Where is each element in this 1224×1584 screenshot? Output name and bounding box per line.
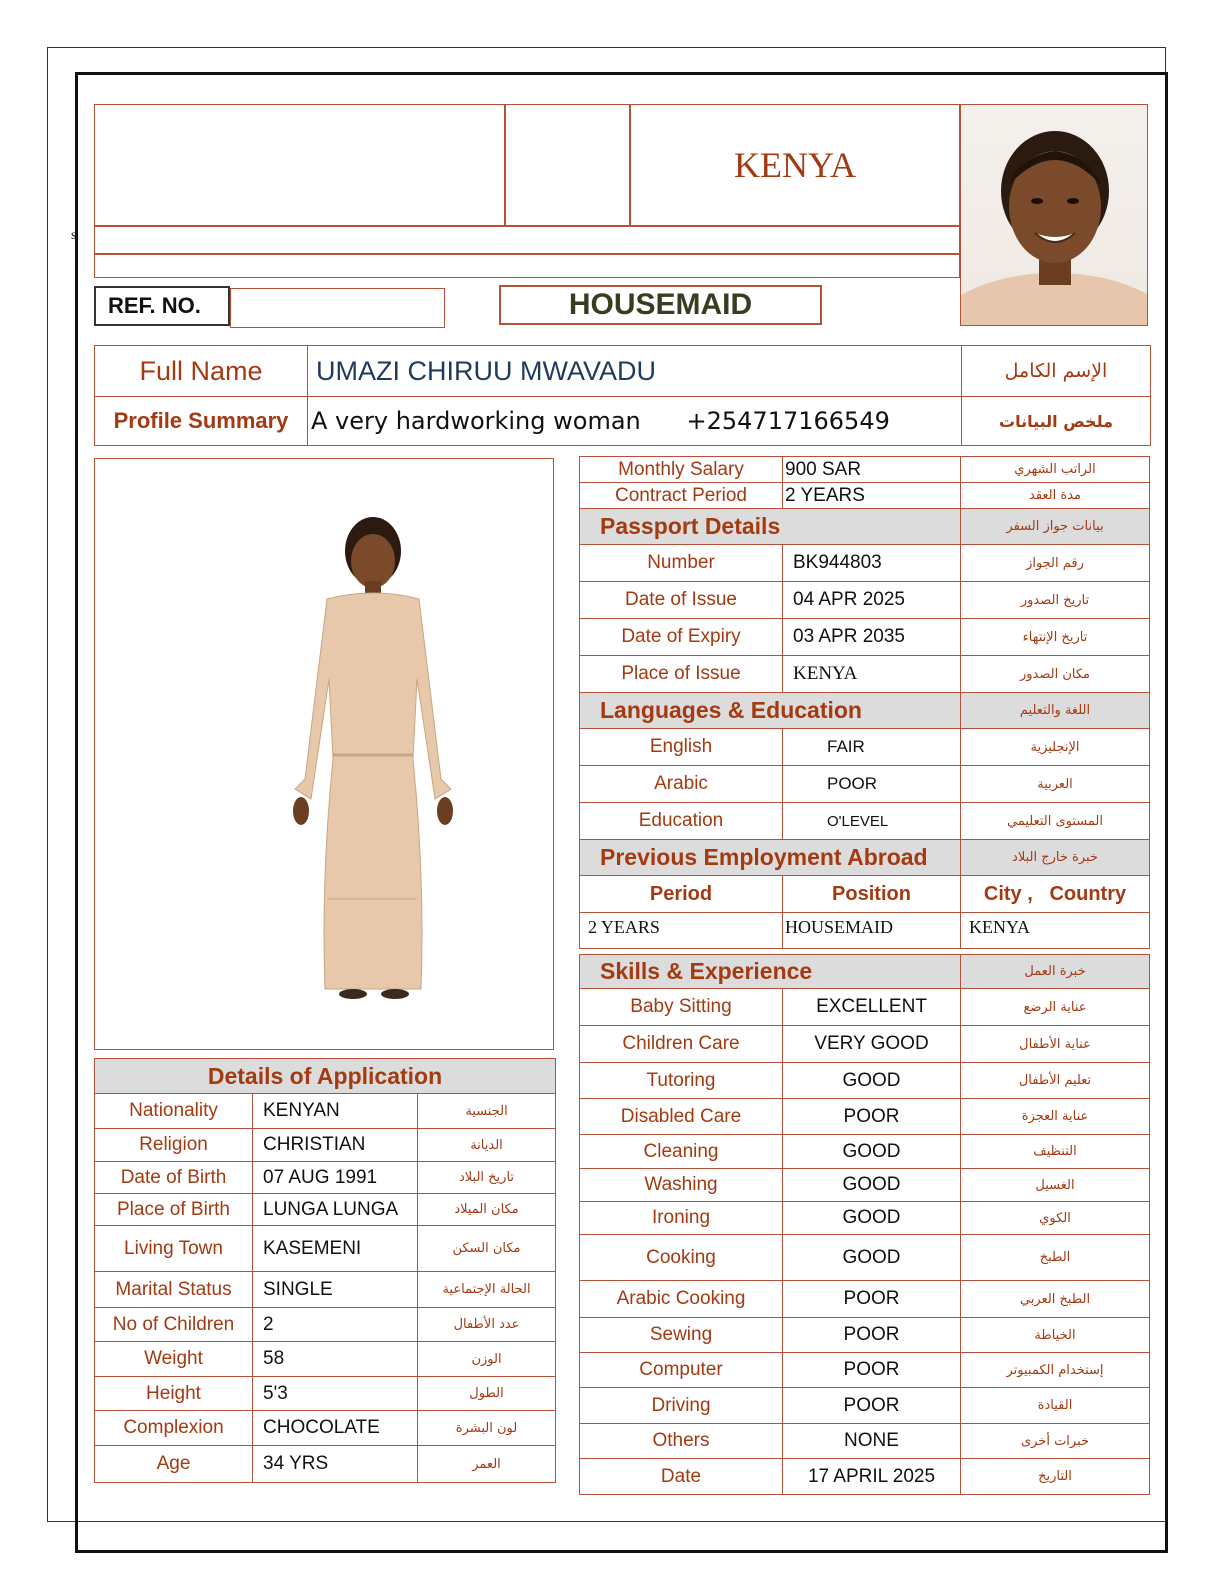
full-name-label: Full Name: [95, 346, 308, 397]
skill-value: POOR: [783, 1099, 961, 1135]
passport-row: [580, 619, 1150, 656]
skill-ar: الكوي: [961, 1202, 1150, 1235]
skill-ar: الطبخ: [961, 1235, 1150, 1281]
skill-ar: التنظيف: [961, 1135, 1150, 1169]
profile-summary-label: Profile Summary: [95, 397, 308, 446]
skill-label: Date: [580, 1459, 783, 1495]
passport-row: [580, 545, 1150, 582]
skill-row: [580, 1388, 1150, 1424]
skill-label: Arabic Cooking: [580, 1281, 783, 1318]
top-row-label: Contract Period: [580, 483, 783, 509]
application-row: [95, 1342, 556, 1377]
application-row: [95, 1162, 556, 1194]
header-strip-1: [94, 226, 960, 254]
application-row: [95, 1129, 556, 1162]
application-value: 07 AUG 1991: [253, 1162, 418, 1194]
skill-value: GOOD: [783, 1169, 961, 1202]
top-row: [580, 483, 1150, 509]
skill-ar: عناية العجزة: [961, 1099, 1150, 1135]
application-label: Date of Birth: [95, 1162, 253, 1194]
employment-section-header: [580, 840, 1150, 876]
skill-row: [580, 989, 1150, 1026]
application-ar: العمر: [418, 1446, 556, 1483]
skill-label: Driving: [580, 1388, 783, 1424]
employment-location-header: City , Country: [961, 876, 1150, 913]
application-ar: لون البشرة: [418, 1411, 556, 1446]
application-row: [95, 1411, 556, 1446]
application-header: [95, 1059, 556, 1094]
passport-label: Number: [580, 545, 783, 582]
skill-value: GOOD: [783, 1135, 961, 1169]
passport-value: 03 APR 2035: [783, 619, 961, 656]
language-label: Arabic: [580, 766, 783, 803]
passport-label: Date of Issue: [580, 582, 783, 619]
language-row: [580, 803, 1150, 840]
application-row: [95, 1226, 556, 1272]
stray-mark: s: [71, 228, 77, 243]
skill-value: GOOD: [783, 1235, 961, 1281]
application-label: Height: [95, 1377, 253, 1411]
passport-ar: رقم الجواز: [961, 545, 1150, 582]
passport-label: Place of Issue: [580, 656, 783, 693]
job-title: HOUSEMAID: [499, 285, 822, 325]
application-label: Age: [95, 1446, 253, 1483]
languages-title: Languages & Education: [580, 693, 961, 729]
application-ar: الوزن: [418, 1342, 556, 1377]
skill-row: [580, 1169, 1150, 1202]
languages-title-ar: اللغة والتعليم: [961, 693, 1150, 729]
passport-ar: تاريخ الإنتهاء: [961, 619, 1150, 656]
skill-value: POOR: [783, 1388, 961, 1424]
skill-value: VERY GOOD: [783, 1026, 961, 1063]
application-value: 5'3: [253, 1377, 418, 1411]
passport-title: Passport Details: [580, 509, 961, 545]
application-value: CHOCOLATE: [253, 1411, 418, 1446]
header-box-middle: [505, 104, 630, 226]
passport-row: [580, 656, 1150, 693]
application-ar: عدد الأطفال: [418, 1308, 556, 1342]
employment-period-header: Period: [580, 876, 783, 913]
skills-section-header: [580, 955, 1150, 989]
full-body-photo: [94, 458, 554, 1050]
application-label: Nationality: [95, 1094, 253, 1129]
application-value: 2: [253, 1308, 418, 1342]
application-value: KENYAN: [253, 1094, 418, 1129]
language-label: Education: [580, 803, 783, 840]
skill-label: Others: [580, 1424, 783, 1459]
skill-label: Children Care: [580, 1026, 783, 1063]
skill-row: [580, 1235, 1150, 1281]
language-value: POOR: [783, 766, 961, 803]
skill-ar: إستخدام الكمبيوتر: [961, 1353, 1150, 1388]
language-label: English: [580, 729, 783, 766]
application-label: Weight: [95, 1342, 253, 1377]
passport-value: KENYA: [783, 656, 961, 693]
skill-value: POOR: [783, 1281, 961, 1318]
passport-section-header: [580, 509, 1150, 545]
employment-position: HOUSEMAID: [783, 913, 961, 949]
skill-row: [580, 1099, 1150, 1135]
passport-ar: تاريخ الصدور: [961, 582, 1150, 619]
application-value: 58: [253, 1342, 418, 1377]
skill-value: POOR: [783, 1318, 961, 1353]
application-label: Living Town: [95, 1226, 253, 1272]
passport-value: BK944803: [783, 545, 961, 582]
application-row: [95, 1377, 556, 1411]
skill-value: GOOD: [783, 1202, 961, 1235]
top-row: [580, 457, 1150, 483]
skill-ar: الغسيل: [961, 1169, 1150, 1202]
passport-label: Date of Expiry: [580, 619, 783, 656]
right-details-table: [579, 456, 1150, 1495]
application-ar: الحالة الإجتماعية: [418, 1272, 556, 1308]
application-ar: مكان السكن: [418, 1226, 556, 1272]
skill-ar: عناية الأطفال: [961, 1026, 1150, 1063]
profile-summary-row: [95, 397, 1151, 446]
top-row-value: 2 YEARS: [783, 483, 961, 509]
profile-table: [94, 345, 1151, 446]
skill-row: [580, 1318, 1150, 1353]
skill-row: [580, 1281, 1150, 1318]
skills-title-ar: خبرة العمل: [961, 955, 1150, 989]
application-value: SINGLE: [253, 1272, 418, 1308]
application-value: 34 YRS: [253, 1446, 418, 1483]
application-value: KASEMENI: [253, 1226, 418, 1272]
skill-label: Disabled Care: [580, 1099, 783, 1135]
language-row: [580, 766, 1150, 803]
application-label: Religion: [95, 1129, 253, 1162]
full-name-row: [95, 346, 1151, 397]
application-title: Details of Application: [95, 1059, 556, 1094]
skill-row: [580, 1026, 1150, 1063]
header-box-left: [94, 104, 505, 226]
employment-position-header: Position: [783, 876, 961, 913]
skill-row: [580, 1353, 1150, 1388]
application-ar: الديانة: [418, 1129, 556, 1162]
application-value: CHRISTIAN: [253, 1129, 418, 1162]
language-value: FAIR: [783, 729, 961, 766]
top-row-label: Monthly Salary: [580, 457, 783, 483]
skill-ar: التاريخ: [961, 1459, 1150, 1495]
employment-title-ar: خبرة خارج البلاد: [961, 840, 1150, 876]
skill-label: Ironing: [580, 1202, 783, 1235]
language-value: O'LEVEL: [783, 803, 961, 840]
skill-label: Baby Sitting: [580, 989, 783, 1026]
top-row-ar: مدة العقد: [961, 483, 1150, 509]
skill-value: EXCELLENT: [783, 989, 961, 1026]
skill-label: Tutoring: [580, 1063, 783, 1099]
skill-row: [580, 1063, 1150, 1099]
employment-location: KENYA: [961, 913, 1150, 949]
skill-label: Cleaning: [580, 1135, 783, 1169]
full-name-value: UMAZI CHIRUU MWAVADU: [308, 346, 962, 397]
application-row: [95, 1094, 556, 1129]
application-label: Place of Birth: [95, 1194, 253, 1226]
skill-value: GOOD: [783, 1063, 961, 1099]
profile-summary-ar: ملخص البيانات: [962, 397, 1151, 446]
top-row-ar: الراتب الشهري: [961, 457, 1150, 483]
country-title: KENYA: [630, 104, 960, 226]
skill-value: 17 APRIL 2025: [783, 1459, 961, 1495]
skill-ar: القيادة: [961, 1388, 1150, 1424]
application-row: [95, 1272, 556, 1308]
application-row: [95, 1308, 556, 1342]
application-value: LUNGA LUNGA: [253, 1194, 418, 1226]
skill-ar: عناية الرضع: [961, 989, 1150, 1026]
skill-row: [580, 1459, 1150, 1495]
language-ar: المستوى التعليمي: [961, 803, 1150, 840]
skills-title: Skills & Experience: [580, 955, 961, 989]
application-ar: الطول: [418, 1377, 556, 1411]
application-ar: الجنسية: [418, 1094, 556, 1129]
skill-ar: الخياطة: [961, 1318, 1150, 1353]
application-ar: تاريخ البلاد: [418, 1162, 556, 1194]
application-label: Complexion: [95, 1411, 253, 1446]
language-ar: الإنجليزية: [961, 729, 1150, 766]
profile-summary-value: A very hardworking woman +254717166549: [308, 397, 962, 446]
skill-label: Sewing: [580, 1318, 783, 1353]
top-row-value: 900 SAR: [783, 457, 961, 483]
full-name-ar: الإسم الكامل: [962, 346, 1151, 397]
employment-title: Previous Employment Abroad: [580, 840, 961, 876]
language-ar: العربية: [961, 766, 1150, 803]
passport-ar: مكان الصدور: [961, 656, 1150, 693]
ref-no-label: REF. NO.: [94, 286, 230, 326]
skill-label: Washing: [580, 1169, 783, 1202]
header-strip-2: [94, 254, 960, 278]
skill-row: [580, 1135, 1150, 1169]
skill-ar: تعليم الأطفال: [961, 1063, 1150, 1099]
passport-row: [580, 582, 1150, 619]
application-row: [95, 1194, 556, 1226]
skill-label: Cooking: [580, 1235, 783, 1281]
application-label: No of Children: [95, 1308, 253, 1342]
application-label: Marital Status: [95, 1272, 253, 1308]
employment-period: 2 YEARS: [580, 913, 783, 949]
passport-value: 04 APR 2025: [783, 582, 961, 619]
skill-row: [580, 1424, 1150, 1459]
headshot-photo: [960, 104, 1148, 326]
ref-no-value: [230, 288, 445, 328]
employment-header-row: [580, 876, 1150, 913]
skill-label: Computer: [580, 1353, 783, 1388]
skill-row: [580, 1202, 1150, 1235]
passport-title-ar: بيانات جواز السفر: [961, 509, 1150, 545]
skill-ar: خبرات أخرى: [961, 1424, 1150, 1459]
application-table: [94, 1058, 556, 1483]
skill-value: POOR: [783, 1353, 961, 1388]
employment-row: [580, 913, 1150, 949]
application-row: [95, 1446, 556, 1483]
skill-value: NONE: [783, 1424, 961, 1459]
languages-section-header: [580, 693, 1150, 729]
skill-ar: الطبخ العربي: [961, 1281, 1150, 1318]
language-row: [580, 729, 1150, 766]
application-ar: مكان الميلاد: [418, 1194, 556, 1226]
